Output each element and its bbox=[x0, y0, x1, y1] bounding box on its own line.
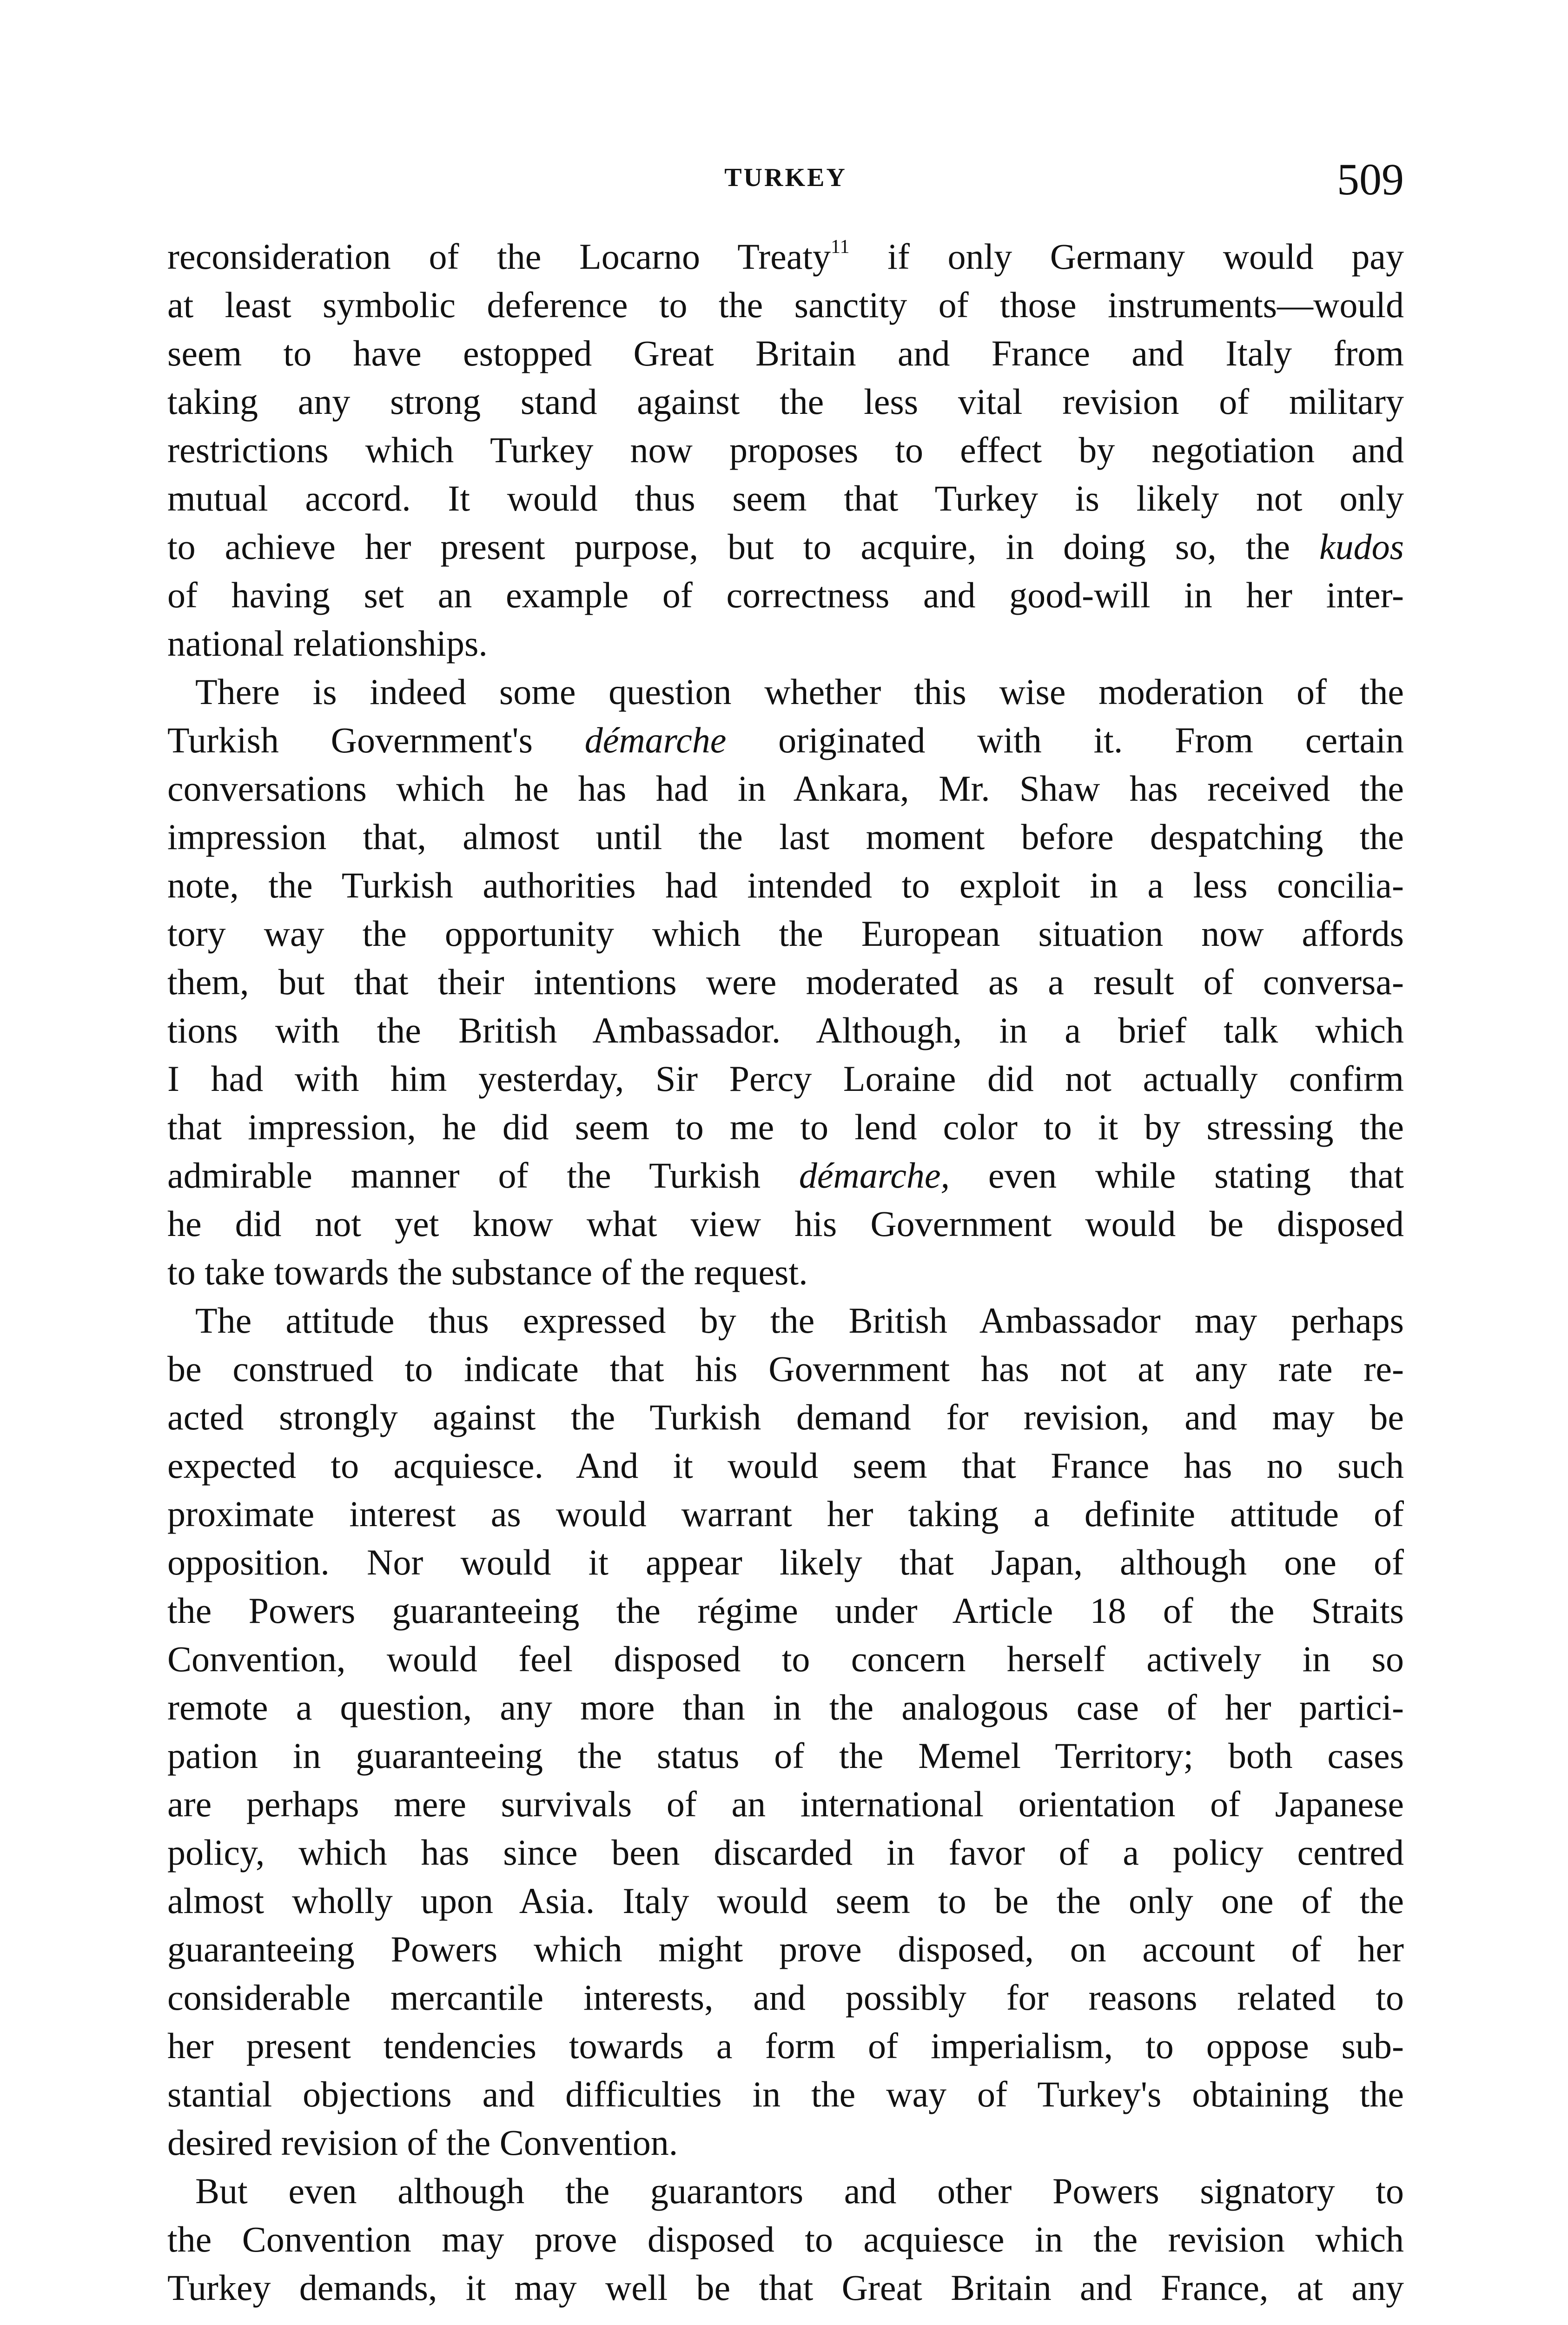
text-line: at least symbolic deference to the sanctity of those instruments—would bbox=[167, 285, 1404, 325]
text-line: considerable mercantile interests, and possibly for reasons related to bbox=[167, 1977, 1404, 2018]
footnote-reference: 11 bbox=[831, 236, 850, 258]
page-number: 509 bbox=[1337, 154, 1404, 204]
text-line: acted strongly against the Turkish demand for revision, and may be bbox=[167, 1397, 1404, 1437]
text-line: proximate interest as would warrant her taking a definite attitude of bbox=[167, 1494, 1404, 1534]
text-line: to take towards the substance of the request. bbox=[167, 1252, 808, 1292]
text-line: tory way the opportunity which the European situation now affords bbox=[167, 913, 1404, 954]
paragraph-2 bbox=[167, 668, 1404, 1296]
text-line: mutual accord. It would thus seem that Turkey is likely not only bbox=[167, 478, 1404, 518]
text-line: of having set an example of correctness and good-will in her inter- bbox=[167, 575, 1404, 615]
italic-term: démarche, bbox=[799, 1155, 950, 1196]
text-line: restrictions which Turkey now proposes to effect by negotiation and bbox=[167, 430, 1404, 470]
text-line: expected to acquiesce. And it would seem that France has no such bbox=[167, 1445, 1404, 1486]
text-line: national relationships. bbox=[167, 623, 488, 664]
text-line: seem to have estopped Great Britain and France and Italy from bbox=[167, 333, 1404, 373]
paragraph-1 bbox=[167, 232, 1404, 668]
text-line: guaranteeing Powers which might prove disposed, on account of her bbox=[167, 1929, 1404, 1969]
text-line: almost wholly upon Asia. Italy would seem to be the only one of the bbox=[167, 1880, 1404, 1921]
text-line: opposition. Nor would it appear likely that Japan, although one of bbox=[167, 1542, 1404, 1582]
text-line: the Powers guaranteeing the régime under Article 18 of the Straits bbox=[167, 1590, 1404, 1631]
text-line: Convention, would feel disposed to concern herself actively in so bbox=[167, 1639, 1404, 1679]
text-line: he did not yet know what view his Government would be disposed bbox=[167, 1203, 1404, 1244]
text-line: reconsideration of the Locarno Treaty$^{11}$ if only Germany would pay bbox=[167, 236, 1404, 277]
text-line: remote a question, any more than in the analogous case of her partici- bbox=[167, 1687, 1404, 1727]
body-text bbox=[167, 232, 1404, 2312]
paragraph-3 bbox=[167, 1296, 1404, 2167]
running-head-title: TURKEY bbox=[724, 163, 847, 192]
running-head bbox=[167, 153, 1404, 205]
text-line: taking any strong stand against the less vital revision of military bbox=[167, 381, 1404, 422]
text-line: are perhaps mere survivals of an international orientation of Japanese bbox=[167, 1784, 1404, 1824]
paragraph-4 bbox=[167, 2167, 1404, 2312]
text-line: But even although the guarantors and other Powers signatory to bbox=[195, 2171, 1404, 2211]
italic-term: kudos bbox=[1319, 526, 1404, 567]
text-line: Turkey demands, it may well be that Great Britain and France, at any bbox=[167, 2267, 1404, 2308]
text-line: pation in guaranteeing the status of the Memel Territory; both cases bbox=[167, 1735, 1404, 1776]
text-line: The attitude thus expressed by the British Ambassador may perhaps bbox=[195, 1300, 1404, 1341]
text-line: admirable manner of the Turkish démarche, even while stating that bbox=[167, 1155, 1404, 1196]
italic-term: démarche bbox=[584, 720, 727, 760]
text-line: her present tendencies towards a form of imperialism, to oppose sub- bbox=[167, 2026, 1404, 2066]
text-line: to achieve her present purpose, but to acquire, in doing so, the kudos bbox=[167, 526, 1404, 567]
text-line: that impression, he did seem to me to lend color to it by stressing the bbox=[167, 1107, 1404, 1147]
text-line: Turkish Government's démarche originated with it. From certain bbox=[167, 720, 1404, 760]
text-line: tions with the British Ambassador. Although, in a brief talk which bbox=[167, 1010, 1404, 1050]
text-line: policy, which has since been discarded in favor of a policy centred bbox=[167, 1832, 1404, 1873]
text-line: them, but that their intentions were moderated as a result of conversa- bbox=[167, 962, 1404, 1002]
text-line: note, the Turkish authorities had intended to exploit in a less concilia- bbox=[167, 865, 1404, 905]
text-line: There is indeed some question whether this wise moderation of the bbox=[195, 671, 1404, 712]
text-line: I had with him yesterday, Sir Percy Loraine did not actually confirm bbox=[167, 1058, 1404, 1099]
text-line: be construed to indicate that his Government has not at any rate re- bbox=[167, 1348, 1404, 1389]
text-line: stantial objections and difficulties in the way of Turkey's obtaining the bbox=[167, 2074, 1404, 2114]
text-line: impression that, almost until the last moment before despatching the bbox=[167, 817, 1404, 857]
text-line: desired revision of the Convention. bbox=[167, 2122, 678, 2163]
text-line: conversations which he has had in Ankara, Mr. Shaw has received the bbox=[167, 768, 1404, 809]
text-line: the Convention may prove disposed to acquiesce in the revision which bbox=[167, 2219, 1404, 2259]
